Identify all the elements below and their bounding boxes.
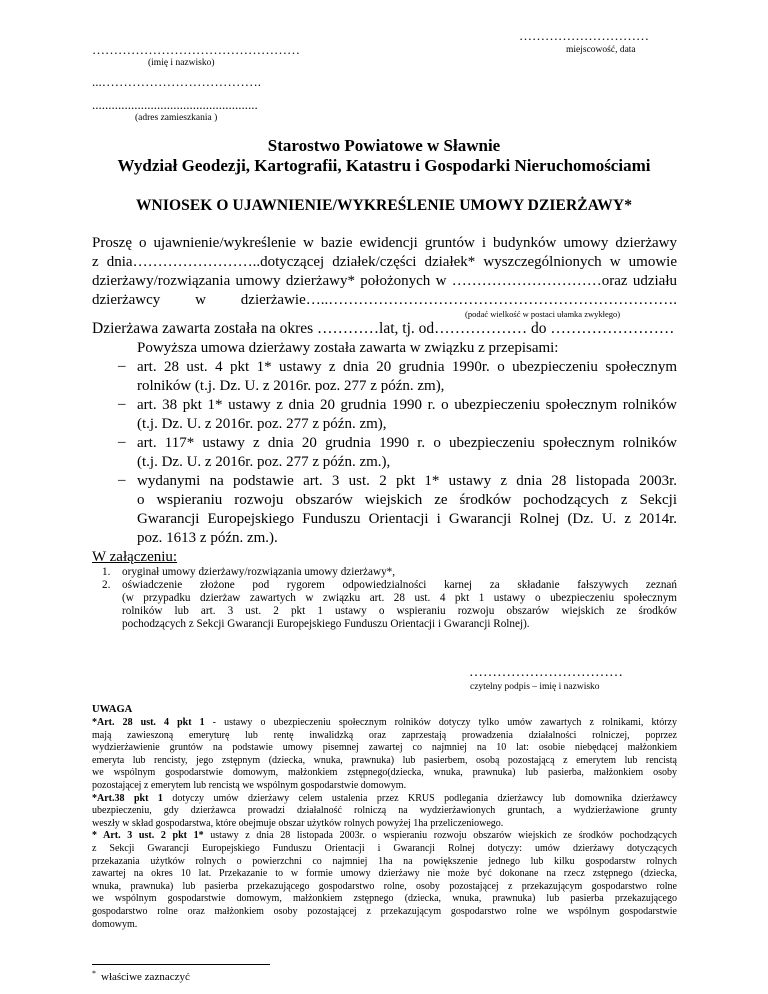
legal-basis-3-line-2: (t.j. Dz. U. z 2016r. poz. 277 z późn. zm.), — [137, 454, 391, 470]
notice-line-text: mają zawieszoną emeryturę lub rentę inwalidzką oraz zaprzestają prowadzenia działalności rolniczej, poprzez — [92, 729, 677, 741]
notice-line — [92, 805, 677, 817]
bullet-dash: – — [118, 358, 126, 374]
notice-line — [92, 906, 677, 918]
notice-line — [92, 717, 677, 729]
notice-line-text: wnuka, prawnuka) lub pasierba przekazującego gospodarstwo rolne, osoby pozostającej z przekazującym gospodarstwo rolne — [92, 880, 677, 892]
bullet-dash: – — [118, 396, 126, 412]
legal-basis-2-line-2: (t.j. Dz. U. z 2016r. poz. 277 z późn. zm), — [137, 416, 387, 432]
notice-line — [92, 830, 677, 842]
notice-line — [92, 893, 677, 905]
notice-line-text: we wspólnym gospodarstwie domowym, małżonkiem zstępnego(dziecka, wnuka, prawnuka) lub pasierba, małżonkiem osoby — [92, 767, 677, 779]
signature-caption: czytelny podpis – imię i nazwisko — [470, 682, 600, 692]
bullet-dash: – — [118, 434, 126, 450]
request-line-1: Proszę o ujawnienie/wykreślenie w bazie ewidencji gruntów i budynków umowy dzierżawy — [92, 235, 677, 251]
legal-basis-4-line-4: poz. 1613 z późn. zm.). — [137, 530, 278, 546]
notice-line — [92, 767, 677, 779]
legal-basis-4-line-3: Gwarancji Europejskiego Funduszu Orientacji i Gwarancji Rolnej (Dz. U. z 2014r. — [137, 511, 677, 527]
attachment-1-line-1: oryginał umowy dzierżawy/rozwiązania umowy dzierżawy*, — [122, 566, 396, 578]
notice-line-text: z Sekcji Gwarancji Europejskiego Funduszu Orientacji i Gwarancji Rolnej dotyczy: umów dzierżawy dotyczących — [92, 843, 677, 854]
lease-period-line: Dzierżawa zawarta została na okres …………lat, tj. od……………… do …………………… — [92, 320, 675, 337]
signature-field[interactable]: …………………………… — [469, 665, 623, 680]
form-title: WNIOSEK O UJAWNIENIE/WYKREŚLENIE UMOWY DZIERŻAWY* — [135, 197, 633, 214]
notice-line-text: we wspólnym gospodarstwie domowym, małżonkiem zstępnego (dziecka, wnuka, prawnuka) lub pasierba przekazującego — [92, 893, 677, 905]
place-date-caption: miejscowość, data — [566, 45, 636, 55]
notice-line-bold-lead: * Art. 3 ust. 2 pkt 1* — [92, 830, 204, 842]
notice-line-bold-lead: *Art.38 pkt 1 — [92, 792, 163, 804]
notice-line-bold-lead: *Art. 28 ust. 4 pkt 1 — [92, 717, 205, 728]
notice-line-text: przekazania użytków rolnych o powierzchni co najmniej 1ha na powiększenie jednego lub kilku gospodarstw rolnych — [92, 855, 677, 867]
attachment-number: 2. — [102, 579, 111, 591]
attachment-2-line-3: rolników lub art. 3 ust. 2 pkt 1 ustawy o wspieraniu rozwoju obszarów wiejskich ze środków — [122, 605, 677, 617]
notice-line-text: zawartej na okres 10 lat. Przekazanie to w formie umowy dzierżawy nie może być dokonane na rzecz zstępnego (dziecka, — [92, 868, 677, 880]
notice-line-text: domowym. — [92, 918, 138, 930]
attachment-number: 1. — [102, 566, 111, 578]
notice-line-text: emeryta lub rencisty, jego zstępnym (dziecka, wnuka, prawnuka) lub pasierbem, osobą pozostającą z emerytem lub rencistą — [92, 754, 677, 766]
notice-line-text: weszły w skład gospodarstwa, które obejmuje obszar użytków rolnych powyżej 1ha przeliczeniowego. — [92, 817, 504, 829]
notice-line — [92, 730, 677, 742]
name-field[interactable]: ………………………………………… — [92, 42, 300, 57]
office-department: Wydział Geodezji, Kartografii, Katastru i Gospodarki Nieruchomościami — [117, 156, 651, 175]
notice-line-text: dotyczy umów dzierżawy celem ustalenia przez KRUS podlegania dzierżawcy lub domownika dzierżawcy — [162, 792, 677, 804]
notice-line-text: ubezpieczeniu, gdy dzierżawca prowadzi działalność rolniczą na wydzierżawionych gruntach, a wydzierżawione grunty — [92, 805, 677, 817]
address-caption: (adres zamieszkania ) — [135, 113, 218, 123]
notice-line — [92, 818, 677, 830]
notice-heading: UWAGA — [92, 704, 133, 715]
name-caption: (imię i nazwisko) — [148, 58, 215, 68]
notice-line-text: - ustawy o ubezpieczeniu społecznym rolników dotyczy tylko umów zawartych z rolnikami, którzy — [204, 717, 677, 728]
legal-basis-4-line-2: o wspieraniu rozwoju obszarów wiejskich ze środków pochodzących z Sekcji — [137, 492, 677, 508]
footnote-text: właściwe zaznaczyć — [101, 971, 190, 983]
notice-line — [92, 742, 677, 754]
footnote-divider — [92, 964, 270, 965]
share-caption: (podać wielkość w postaci ułamka zwykłego) — [465, 309, 621, 319]
request-line-4: dzierżawcy w dzierżawie…..……………………………………………………………. — [92, 292, 677, 308]
legal-basis-intro: Powyższa umowa dzierżawy została zawarta w związku z przepisami: — [137, 340, 559, 356]
legal-basis-3-line-1: art. 117* ustawy z dnia 20 grudnia 1990 r. o ubezpieczeniu społecznym rolników — [137, 435, 677, 451]
footnote-mark: * — [92, 969, 96, 978]
notice-line-text: pozostającej z emerytem lub rencistą we wspólnym gospodarstwie domowym. — [92, 780, 407, 791]
notice-line — [92, 919, 677, 931]
notice-line-text: gospodarstwo rolne oraz małżonkiem osoby pozostającej z przekazującym gospodarstwo rolne we wspólnym gospodarstwie — [92, 906, 677, 917]
legal-basis-2-line-1: art. 38 pkt 1* ustawy z dnia 20 grudnia 1990 r. o ubezpieczeniu społecznym rolników — [137, 397, 677, 413]
notice-line — [92, 856, 677, 868]
attachment-2-line-2: (w przypadku dzierżaw zawartych w związku art. 28 ust. 4 pkt 1 ustawy o ubezpieczeniu społecznym — [122, 592, 677, 604]
notice-line-text: wydzierżawienie gruntów na podstawie umowy pisemnej zawartej co najmniej na 10 lat: osobie niebędącej małżonkiem — [92, 742, 677, 754]
address-field-line-2[interactable]: ................................................... — [92, 97, 258, 112]
legal-basis-4-line-1: wydanymi na podstawie art. 3 ust. 2 pkt 1* ustawy z dnia 28 listopada 2003r. — [137, 473, 677, 489]
bullet-dash: – — [118, 472, 126, 488]
request-line-3: dzierżawy/rozwiązania umowy dzierżawy* położonych w …………………………oraz udziału — [92, 273, 677, 289]
notice-line — [92, 881, 677, 893]
notice-line — [92, 868, 677, 880]
legal-basis-1-line-2: rolników (t.j. Dz. U. z 2016r. poz. 277 z późn. zm), — [137, 378, 445, 394]
attachments-label: W załączeniu: — [92, 549, 178, 565]
office-name: Starostwo Powiatowe w Sławnie — [267, 136, 501, 155]
attachment-2-line-1: oświadczenie złożone pod rygorem odpowiedzialności karnej za składanie fałszywych zeznań — [122, 579, 677, 591]
notice-line-text: ustawy z dnia 28 listopada 2003r. o wspieraniu rozwoju obszarów wiejskich ze środków pochodzących — [203, 830, 677, 842]
legal-basis-1-line-1: art. 28 ust. 4 pkt 1* ustawy z dnia 20 grudnia 1990r. o ubezpieczeniu społecznym — [137, 359, 677, 375]
notice-line — [92, 755, 677, 767]
place-date-field[interactable]: ………………………… — [519, 28, 649, 43]
notice-line — [92, 780, 677, 792]
notice-line — [92, 793, 677, 805]
notice-line — [92, 843, 677, 855]
attachment-2-line-4: pochodzących z Sekcji Gwarancji Europejskiego Funduszu Orientacji i Gwarancji Rolnej). — [122, 618, 530, 630]
address-field-line-1[interactable]: ...………………………………. — [92, 74, 261, 89]
request-line-2: z dnia……………………..dotyczącej działek/części działek* wyszczególnionych w umowie — [92, 254, 677, 270]
